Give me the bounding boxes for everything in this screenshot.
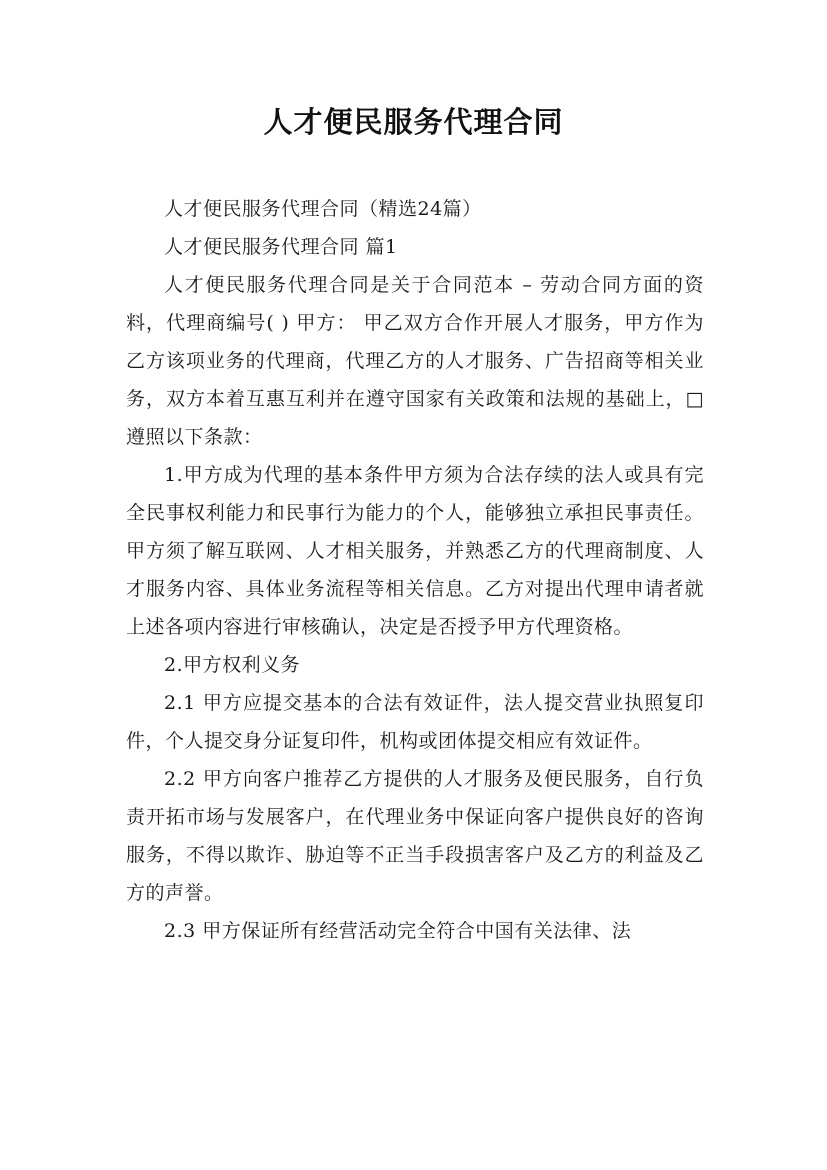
paragraph-subtitle: 人才便民服务代理合同（精选24篇） — [164, 198, 482, 220]
paragraph-clause-2-3: 2.3 甲方保证所有经营活动完全符合中国有关法律、法 — [164, 920, 632, 942]
paragraph-intro: 人才便民服务代理合同是关于合同范本 – 劳动合同方面的资料，代理商编号( ) 甲方： 甲乙双方合作开展人才服务，甲方作为乙方该项业务的代理商，代理乙方的人才服务、广告招商等相关业务，双方本着互惠互利并在遵守国家有关政策和法规的基础上，□遵照以下条款： — [126, 274, 704, 448]
paragraph-clause-2-1: 2.1 甲方应提交基本的合法有效证件，法人提交营业执照复印件，个人提交身分证复印件，机构或团体提交相应有效证件。 — [126, 692, 704, 752]
document-title: 人才便民服务代理合同 — [263, 105, 564, 139]
document-body — [126, 190, 704, 950]
paragraph-clause-2-heading: 2.甲方权利义务 — [164, 654, 301, 676]
paragraph-clause-2-2: 2.2 甲方向客户推荐乙方提供的人才服务及便民服务，自行负责开拓市场与发展客户，在代理业务中保证向客户提供良好的咨询服务，不得以欺诈、胁迫等不正当手段损害客户及乙方的利益及乙方的声誉。 — [126, 768, 704, 904]
paragraph-clause-1: 1.甲方成为代理的基本条件甲方须为合法存续的法人或具有完全民事权利能力和民事行为能力的个人，能够独立承担民事责任。甲方须了解互联网、人才相关服务，并熟悉乙方的代理商制度、人才服务内容、具体业务流程等相关信息。乙方对提出代理申请者就上述各项内容进行审核确认，决定是否授予甲方代理资格。 — [126, 464, 704, 638]
paragraph-article-heading: 人才便民服务代理合同 篇1 — [164, 236, 398, 258]
